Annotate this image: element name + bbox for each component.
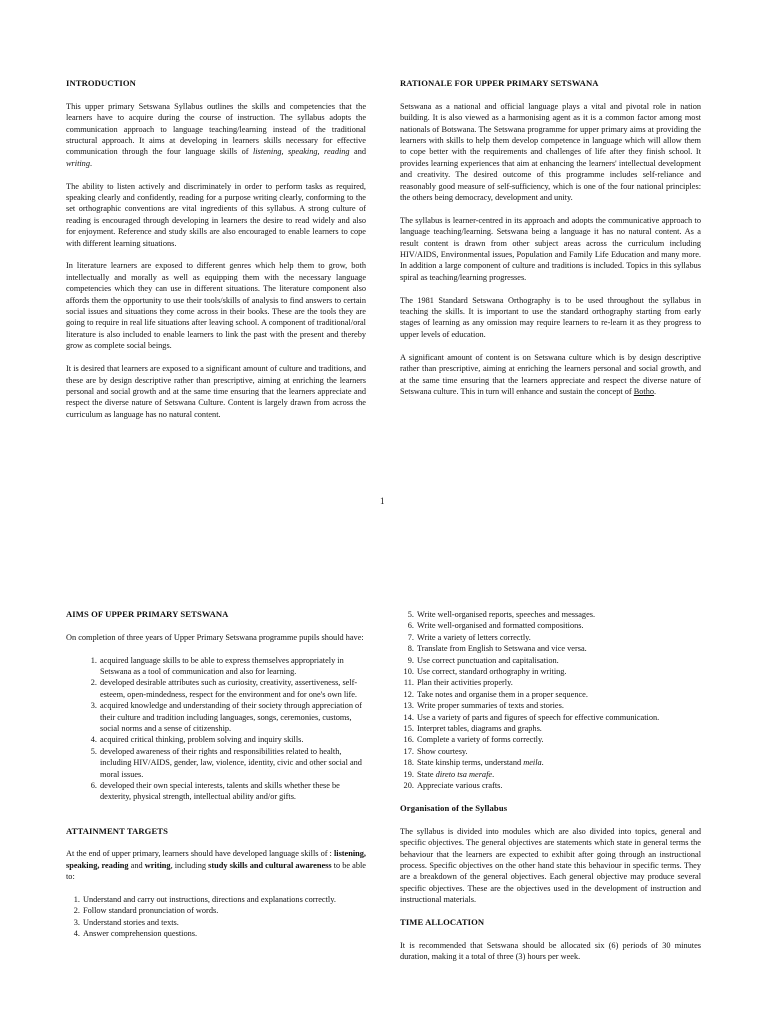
- attainment-list: [66, 894, 366, 940]
- list-item: 20. Appreciate various crafts.: [416, 780, 701, 791]
- rationale-paragraph-4: A significant amount of content is on Setswana culture which is by design descriptive rather than prescriptive, aiming at enriching the learners personal and social growth, and at the same time ensuring that the learners appreciate and respect the diverse nature of Setswana culture. This in turn will enhance and sustain the concept of Botho.: [400, 352, 701, 396]
- list-item: 18. State kinship terms, understand meila.: [416, 757, 701, 768]
- rationale-paragraph-3: The 1981 Standard Setswana Orthography is to be used throughout the syllabus in teaching the skills. It is important to use the standard orthography starting from early stages of learning as any omission may require learners to re-learn it as they progress to upper levels of education.: [400, 295, 701, 339]
- page-number: 1: [380, 496, 385, 506]
- list-item: 19. State direto tsa merafe.: [416, 769, 701, 780]
- targets-continued-section: [400, 609, 701, 963]
- intro-paragraph-4: It is desired that learners are exposed to a significant amount of culture and traditions, and these are by design descriptive rather than prescriptive, aiming at enriching the learners personal and social growth and at the same time ensuring that the learners appreciate and respect the diverse nature of Setswana Culture. Content is largely drawn from across the curriculum as language has no natural content.: [66, 364, 366, 419]
- list-item: 16. Complete a variety of forms correctly.: [416, 734, 701, 745]
- time-allocation-paragraph: It is recommended that Setswana should be allocated six (6) periods of 30 minutes duration, making it a total of three (3) hours per week.: [400, 940, 701, 962]
- list-item: 8. Translate from English to Setswana and vice versa.: [416, 643, 701, 654]
- list-item: 4. Answer comprehension questions.: [82, 928, 366, 939]
- list-item: 3. Understand stories and texts.: [82, 917, 366, 928]
- organisation-paragraph: The syllabus is divided into modules which are also divided into topics, general and specific objectives. The general objectives are statements which state in general terms the behaviour that the learners are expected to exhibit after going through an instructional process. Specific objectives on the other hand state this behaviour in specific terms. They are a breakdown of the general objectives. Each general objective may produce several specific objectives. These are the objectives used in the development of instruction and instructional materials.: [400, 826, 701, 905]
- attainment-heading: ATTAINMENT TARGETS: [66, 825, 169, 836]
- list-item: 6. Write well-organised and formatted compositions.: [416, 620, 701, 631]
- list-item: 9. Use correct punctuation and capitalisation.: [416, 655, 701, 666]
- rationale-heading: RATIONALE FOR UPPER PRIMARY SETSWANA: [400, 78, 599, 88]
- rationale-paragraph-2: The syllabus is learner-centred in its approach and adopts the communicative approach to language teaching/learning. Setswana being a language it has no natural content. As a result content is drawn from other subject areas across the curriculum including HIV/AIDS, Environmental issues, Population and Family Life Education and many more. In addition a large component of culture and traditions is included. Topics in this syllabus spiral as teaching/learning progresses.: [400, 215, 701, 282]
- list-item: 15. Interpret tables, diagrams and graphs.: [416, 723, 701, 734]
- list-item: 7. Write a variety of letters correctly.: [416, 632, 701, 643]
- list-item: 5. Write well-organised reports, speeches and messages.: [416, 609, 701, 620]
- organisation-heading: Organisation of the Syllabus: [400, 802, 508, 813]
- list-item: 13. Write proper summaries of texts and stories.: [416, 700, 701, 711]
- time-allocation-heading: TIME ALLOCATION: [400, 916, 485, 927]
- intro-paragraph-2: The ability to listen actively and discriminately in order to perform tasks as required, speaking clearly and confidently, reading for a purpose writing clearly, conforming to the set orthographic conventions are vital ingredients of this syllabus. A strong culture of reading is encouraged through developing in learners the desire to read widely and also for enjoyment. Reference and study skills are also encouraged to enable learners to cope with different learning situations.: [66, 181, 366, 248]
- list-item: 17. Show courtesy.: [416, 746, 701, 757]
- intro-paragraph-3: In literature learners are exposed to different genres which help them to grow, both intellectually and morally as well as equipping them with the necessary language competencies which they can use in different situations. The literature component also affords them the opportunity to use their tools/skills of analysis to find answers to certain social issues and situations they come across in their books. These are the tools they are going to require in real life situations after leaving school. A component of traditional/oral literature is also included to enable learners to link the past with the present and thereby grow as complete social beings.: [66, 261, 366, 351]
- list-item: 6. developed their own special interests, talents and skills whether these be dexterity, physical strength, intellectual ability and/or gifts.: [99, 780, 366, 803]
- rationale-paragraph-1: Setswana as a national and official language plays a vital and pivotal role in nation building. It is also viewed as a harmonising agent as it is a common factor among most nationals of Botswana. The Setswana programme for upper primary aims at providing the learners with skills to help them develop competence in language which will allow them to cope better with the requirements and challenges of life after they finish school. It provides learning experiences that aim at enhancing the learners' intellectual development and creativity. The desired outcome of this programme includes self-reliance and reasonably good measure of self-sufficiency, which is one of the four national principles: the others being democracy, development and unity.: [400, 101, 701, 203]
- introduction-heading: INTRODUCTION: [66, 78, 136, 88]
- list-item: 12. Take notes and organise them in a proper sequence.: [416, 689, 701, 700]
- list-item: 2. developed desirable attributes such as curiosity, creativity, assertiveness, self-esteem, open-mindedness, respect for the environment and for one's own life.: [99, 677, 366, 700]
- targets-continued-list: [400, 609, 701, 792]
- list-item: 14. Use a variety of parts and figures of speech for effective communication.: [416, 712, 701, 723]
- aims-intro: On completion of three years of Upper Primary Setswana programme pupils should have:: [66, 632, 364, 642]
- aims-heading: AIMS OF UPPER PRIMARY SETSWANA: [66, 609, 229, 619]
- list-item: 1. acquired language skills to be able to express themselves appropriately in Setswana as a tool of communication and also for learning.: [99, 655, 366, 678]
- rationale-section: [400, 78, 701, 397]
- attainment-intro: At the end of upper primary, learners should have developed language skills of : listening, speaking, reading and writing, including study skills and cultural awareness to be able to:: [66, 849, 366, 882]
- list-item: 3. acquired knowledge and understanding of their society through appreciation of their culture and tradition including languages, songs, ceremonies, customs, social norms and a sense of citizenship.: [99, 700, 366, 734]
- intro-paragraph-1: This upper primary Setswana Syllabus outlines the skills and competencies that the learners have to acquire during the course of instruction. The syllabus adopts the communication approach to language teaching/learning instead of the traditional structural approach. It aims at developing in learners skills necessary for effective communication through the four language skills of listening, speaking, reading and writing.: [66, 101, 367, 168]
- list-item: 10. Use correct, standard orthography in writing.: [416, 666, 701, 677]
- list-item: 2. Follow standard pronunciation of words.: [82, 905, 366, 916]
- list-item: 1. Understand and carry out instructions, directions and explanations correctly.: [82, 894, 366, 905]
- introduction-section: [66, 78, 366, 420]
- aims-list: [66, 655, 366, 803]
- list-item: 5. developed awareness of their rights and responsibilities related to health, including HIV/AIDS, gender, law, violence, identity, civic and other social and moral issues.: [99, 746, 366, 780]
- list-item: 4. acquired critical thinking, problem solving and inquiry skills.: [99, 734, 366, 745]
- list-item: 11. Plan their activities properly.: [416, 677, 701, 688]
- aims-section: [66, 609, 366, 940]
